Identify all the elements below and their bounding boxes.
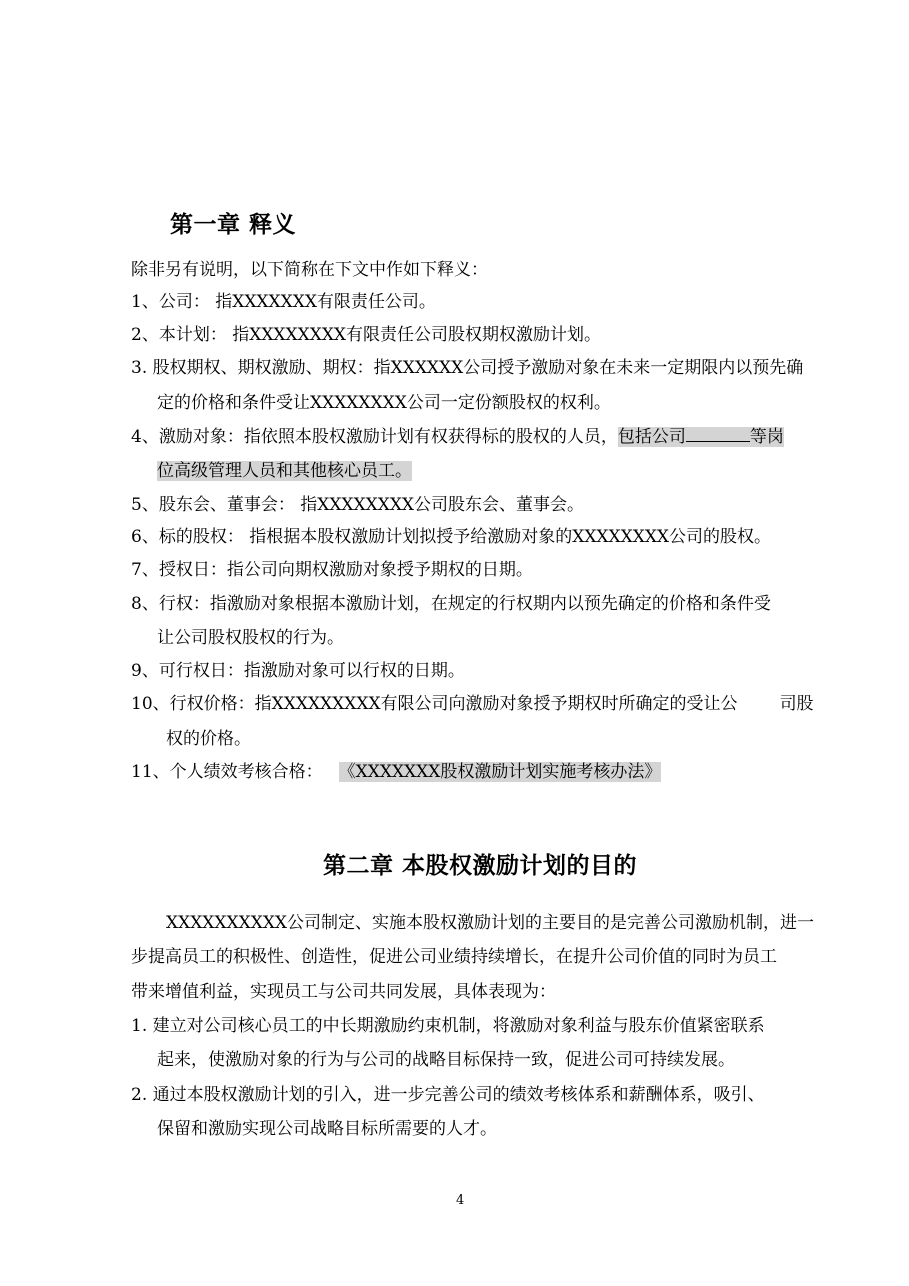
definition-item-8-line1: 8、行权：指激励对象根据本激励计划，在规定的行权期内以预先确定的价格和条件受 bbox=[131, 594, 771, 614]
purpose-item-1-line1: 1. 建立对公司核心员工的中长期激励约束机制，将激励对象利益与股东价值紧密联系 bbox=[131, 1016, 765, 1036]
purpose-paragraph-line3: 带来增值利益，实现员工与公司共同发展，具体表现为： bbox=[131, 982, 556, 1002]
definition-item-1: 1、公司： 指XXXXXXX有限责任公司。 bbox=[131, 292, 436, 312]
highlighted-text: 位高级管理人员和其他核心员工。 bbox=[157, 461, 412, 481]
highlighted-text bbox=[618, 427, 784, 447]
definition-item-6: 6、标的股权： 指根据本股权激励计划拟授予给激励对象的XXXXXXXX公司的股权。 bbox=[131, 527, 772, 547]
highlighted-text: 《XXXXXXX股权激励计划实施考核办法》 bbox=[338, 762, 662, 782]
definition-item-5: 5、股东会、董事会： 指XXXXXXXX公司股东会、董事会。 bbox=[131, 495, 585, 515]
definition-item-4-line2 bbox=[157, 459, 412, 483]
definition-item-7: 7、授权日：指公司向期权激励对象授予期权的日期。 bbox=[131, 560, 533, 580]
purpose-paragraph-line1: XXXXXXXXXX公司制定、实施本股权激励计划的主要目的是完善公司激励机制，进一 bbox=[166, 913, 815, 933]
highlight-part-1: 包括公司 bbox=[617, 427, 686, 447]
chapter1-intro: 除非另有说明，以下简称在下文中作如下释义： bbox=[131, 260, 488, 280]
purpose-paragraph-line2: 步提高员工的积极性、创造性，促进公司业绩持续增长，在提升公司价值的同时为员工 bbox=[131, 947, 777, 967]
definition-item-9: 9、可行权日：指激励对象可以行权的日期。 bbox=[131, 661, 465, 681]
page-number: 4 bbox=[456, 1193, 465, 1208]
definition-item-3-line1: 3. 股权期权、期权激励、期权：指XXXXXX公司授予激励对象在未来一定期限内以预先确 bbox=[131, 358, 804, 378]
highlight-part-2: 等岗 bbox=[749, 427, 784, 447]
purpose-item-2-line1: 2. 通过本股权激励计划的引入，进一步完善公司的绩效考核体系和薪酬体系，吸引、 bbox=[131, 1085, 765, 1105]
definition-item-10-text: 10、行权价格：指XXXXXXXXX有限公司向激励对象授予期权时所确定的受让公 bbox=[131, 694, 738, 714]
definition-item-11-text: 11、个人绩效考核合格： bbox=[131, 762, 323, 782]
purpose-item-1-line2: 起来，使激励对象的行为与公司的战略目标保持一致，促进公司可持续发展。 bbox=[157, 1050, 735, 1070]
definition-item-10-line2: 权的价格。 bbox=[166, 729, 251, 749]
definition-item-4-line1 bbox=[131, 425, 784, 449]
chapter1-title: 第一章 释义 bbox=[170, 212, 297, 238]
definition-item-10-line1 bbox=[131, 692, 814, 716]
chapter2-title: 第二章 本股权激励计划的目的 bbox=[323, 853, 638, 879]
definition-item-10-tail: 司股 bbox=[779, 694, 814, 714]
definition-item-4-text: 4、激励对象：指依照本股权激励计划有权获得标的股权的人员， bbox=[131, 427, 618, 447]
definition-item-11 bbox=[131, 760, 661, 784]
definition-item-8-line2: 让公司股权股权的行为。 bbox=[157, 628, 344, 648]
purpose-item-2-line2: 保留和激励实现公司战略目标所需要的人才。 bbox=[157, 1119, 497, 1139]
definition-item-3-line2: 定的价格和条件受让XXXXXXXX公司一定份额股权的权利。 bbox=[157, 393, 611, 413]
fill-in-blank bbox=[686, 427, 750, 442]
definition-item-2: 2、本计划： 指XXXXXXXX有限责任公司股权期权激励计划。 bbox=[131, 325, 602, 345]
